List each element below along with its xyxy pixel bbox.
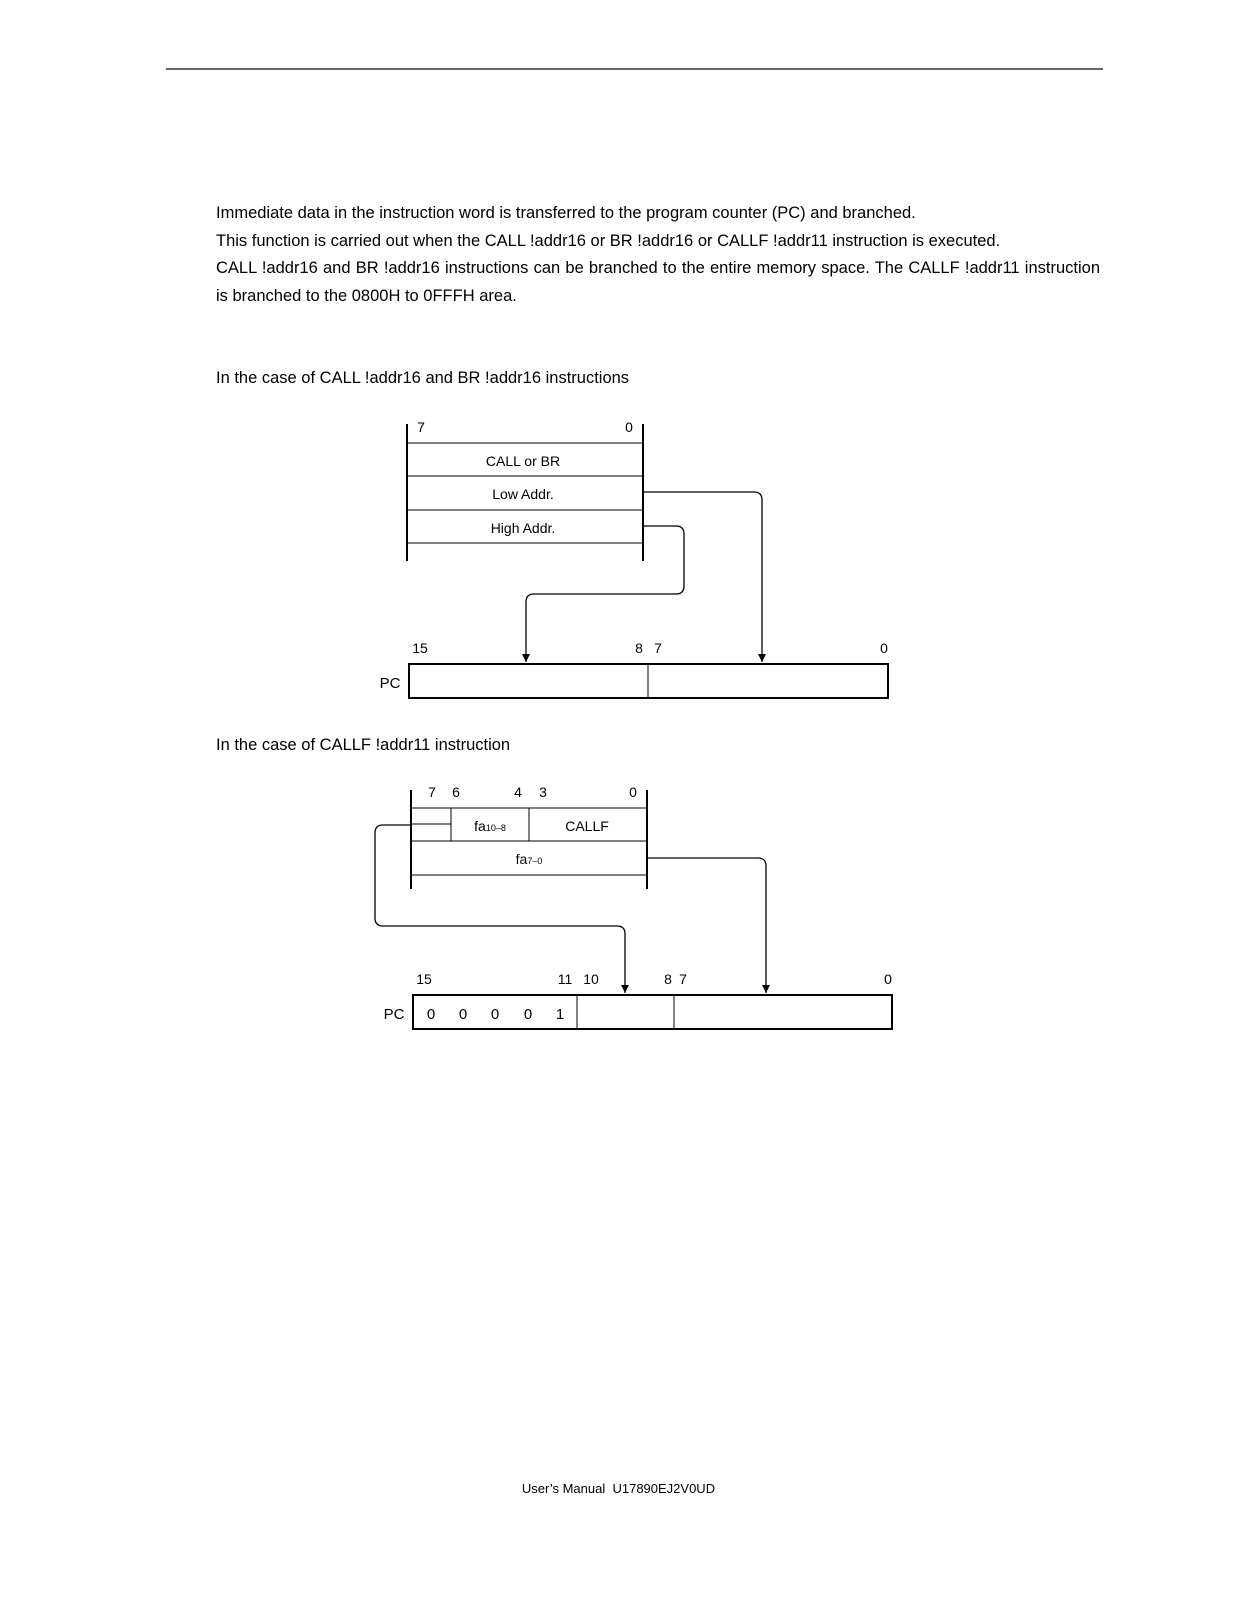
case2-bit6-label: 6 [452, 784, 460, 800]
case2-bit4-label: 4 [514, 784, 522, 800]
case2-pc-fixed-bit: 1 [555, 1006, 565, 1023]
case1-row-high-addr: High Addr. [490, 520, 556, 536]
case2-pc-fixed-bit: 0 [426, 1006, 436, 1023]
case2-fa-high-arrow [375, 825, 625, 993]
intro-line-2: This function is carried out when the CALL !addr16 or BR !addr16 or CALLF !addr11 instruction is executed. [216, 231, 1001, 250]
case1-caption: In the case of CALL !addr16 and BR !addr16 instructions [216, 369, 630, 387]
case1-pc-label: PC [379, 675, 401, 692]
case2-pc-bit8: 8 [664, 971, 672, 987]
case2-instruction-diagram [375, 784, 892, 1029]
case2-pc-label: PC [383, 1006, 405, 1023]
case2-pc-bit15: 15 [416, 971, 432, 987]
case2-bit3-label: 3 [539, 784, 547, 800]
case2-field-fa-low: fa7–0 [515, 851, 543, 867]
case1-low-addr-arrow [643, 492, 762, 662]
case2-pc-fixed-bit: 0 [523, 1006, 533, 1023]
footer-manual-label: User’s Manual [521, 1481, 606, 1496]
case1-row-low-addr: Low Addr. [492, 486, 554, 502]
case1-pc-bit0: 0 [880, 640, 888, 656]
case1-bit7-label: 7 [417, 419, 425, 435]
case2-field-callf: CALLF [565, 818, 609, 834]
intro-line-3: CALL !addr16 and BR !addr16 instructions can be branched to the entire memory space. The CALLF !addr11 instruction is branched to the 0800H to 0FFFH area. [216, 259, 1100, 305]
case1-pc-bit7: 7 [654, 640, 662, 656]
page-footer [0, 1481, 1237, 1496]
case2-caption: In the case of CALLF !addr11 instruction [216, 736, 511, 754]
case1-pc-bit15: 15 [412, 640, 428, 656]
case2-pc-bit10: 10 [583, 971, 599, 987]
case2-pc-fixed-bit: 0 [458, 1006, 468, 1023]
case2-pc-fixed-bit: 0 [490, 1006, 500, 1023]
case2-pc-register [413, 995, 892, 1029]
intro-line-1: Immediate data in the instruction word is transferred to the program counter (PC) and branched. [216, 204, 916, 222]
case2-pc-bit11: 11 [557, 971, 573, 987]
case1-pc-bit8: 8 [635, 640, 643, 656]
case1-bit0-label: 0 [625, 419, 633, 435]
case2-pc-bit0: 0 [884, 971, 892, 987]
case2-field-fa-high: fa10–8 [474, 818, 506, 834]
case2-bit0-label: 0 [629, 784, 637, 800]
case2-pc-bit7: 7 [679, 971, 687, 987]
case1-instruction-diagram [380, 419, 889, 698]
case2-bit7-label: 7 [428, 784, 436, 800]
case1-row-opcode: CALL or BR [485, 453, 561, 469]
footer-doc-id: U17890EJ2V0UD [612, 1481, 716, 1496]
